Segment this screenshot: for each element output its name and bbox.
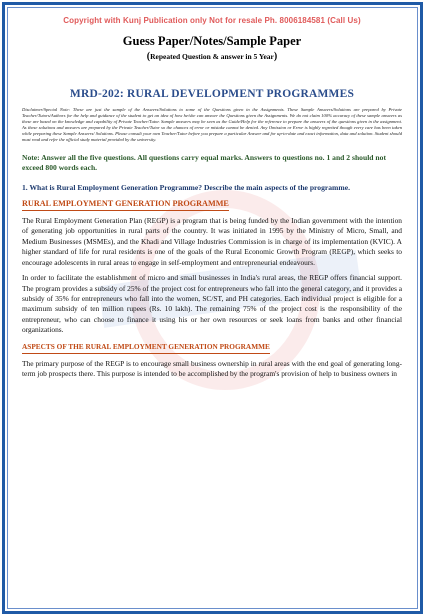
section-heading-aspects: ASPECTS OF THE RURAL EMPLOYMENT GENERATION PROGRAMME — [22, 341, 270, 354]
paragraph-3: The primary purpose of the REGP is to encourage small business ownership in rural areas with the end goal of generating long-term job prospects there. This purpose is intended to be accomplished by the program's provision of help to business owners in — [22, 358, 402, 378]
page-content — [12, 12, 412, 379]
guess-paper-title: Guess Paper/Notes/Sample Paper — [122, 34, 302, 48]
instructions-note: Note: Answer all the five questions. All questions carry equal marks. Answers to questions no. 1 and 2 should not exceed 800 words each. — [22, 152, 386, 173]
section-heading-regp: RURAL EMPLOYMENT GENERATION PROGRAMME — [22, 198, 229, 211]
subtitle-close-paren: ) — [273, 51, 278, 62]
paragraph-1: The Rural Employment Generation Plan (REGP) is a program that is being funded by the Indian government with the intention of generating job opportunities in rural parts of the country. It was initiated in 1995 by the Ministry of Micro, Small, and Medium Businesses (MSMEs), and the Khadi and Village Industries Commission is in charge of its implementation (KVIC). A higher standard of life for rural residents is one of the goals of the Rural Economic Growth Program (REGP), which seeks to encourage adolescents in rural areas to engage in self-employment and entrepreneurial endeavours. — [22, 216, 402, 267]
question-1: 1. What is Rural Employment Generation Programme? Describe the main aspects of the programme. — [22, 182, 350, 192]
paragraph-2: In order to facilitate the establishment of micro and small businesses in India's rural areas, the REGP offers financial support. The program provides a subsidy of 25% of the project cost for entrepreneurs who fall into the general category, and it provides a subsidy of 35% for entrepreneurs who fall into the women, SC/ST, and PH categories. Each individual project is eligible for a maximum subsidy of ten million rupees (Rs. 10 lakh). The remaining 75% of the project cost is the responsibility of the entrepreneur, who can choose to finance it using his or her own resources or seek loans from banks and other financial organizations. — [22, 273, 402, 335]
subtitle-open-paren: ( — [146, 51, 151, 62]
disclaimer-text: Disclaimer/Special Note: These are just the sample of the Answers/Solutions to some of the Questions given in the Assignments. These Sample Answers/Solutions are prepared by Private Teacher/Tutors/Authors for the help and guidance of the student to get an idea of how he/she can answer the Questions given the Assignments. We do not claim 100% accuracy of these sample answers as these are based on the knowledge and capability of Private Teacher/Tutor. Sample answers may be seen as the Guide/Help for the reference to prepare the answers of the questions given in the assignment. As these solutions and answers are prepared by the Private Teacher/Tutor so the chances of error or mistake cannot be denied. Any Omission or Error is highly regretted though every care has been taken while preparing these Sample Answers/ Solutions. Please consult your own Teacher/Tutor before you prepare a particular Answer and for up-to-date and exact information, data and solution. Student should must read and refer the official study material provided by the university. — [22, 107, 402, 143]
copyright-line: Copyright with Kunj Publication only Not for resale Ph. 8006184581 (Call Us) — [63, 16, 361, 25]
guess-paper-subtitle — [12, 51, 412, 62]
course-title: MRD-202: RURAL DEVELOPMENT PROGRAMMES — [69, 88, 355, 100]
subtitle-text: Repeated Question & answer in 5 Year — [150, 52, 274, 61]
